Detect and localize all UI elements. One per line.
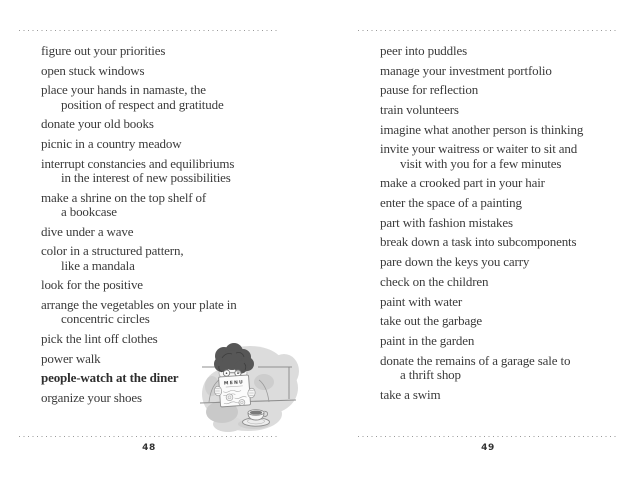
list-item [41, 225, 279, 239]
list-item [380, 334, 618, 348]
list-item [380, 235, 618, 249]
list-item [41, 137, 279, 151]
list-item-continuation: visit with you for a few minutes [400, 155, 562, 171]
list-item [380, 314, 618, 328]
list-item [380, 176, 618, 190]
eye-right [237, 372, 239, 374]
list-item-continuation: position of respect and gratitude [61, 96, 224, 112]
list-item [380, 216, 618, 230]
list-item [380, 103, 618, 117]
list-item-text: organize your shoes [41, 390, 142, 406]
menu-title: MENU [223, 380, 245, 387]
list-item-text: pick the lint off clothes [41, 331, 158, 347]
list-item-text: dive under a wave [41, 223, 134, 239]
list-item [41, 117, 279, 131]
list-item-text: manage your investment portfolio [380, 62, 552, 78]
list-item-text: power walk [41, 350, 101, 366]
list-item-text: check on the children [380, 273, 489, 289]
list-item [380, 354, 618, 383]
list-item-text: pare down the keys you carry [380, 254, 530, 270]
list-item-text: look for the positive [41, 277, 143, 293]
menu-plate-doodle-1 [226, 394, 233, 401]
bottom-dotted-rule [19, 436, 279, 438]
list-item-text: interrupt constancies and equilibriums [41, 155, 235, 171]
menu-card [219, 375, 251, 407]
book-page-right [358, 30, 618, 470]
list-item [41, 64, 279, 78]
list-item-text: make a shrine on the top shelf of [41, 189, 207, 205]
list-item-text: people-watch at the diner [41, 370, 179, 386]
list-item [380, 196, 618, 210]
list-item-text: enter the space of a painting [380, 195, 522, 211]
page-number-left: 48 [142, 443, 156, 453]
book-page-left [19, 30, 279, 470]
list-item [41, 298, 279, 327]
list-item-text: arrange the vegetables on your plate in [41, 297, 237, 313]
list-item-text: imagine what another person is thinking [380, 121, 584, 137]
list-item-continuation: concentric circles [61, 311, 150, 327]
list-item-text: place your hands in namaste, the [41, 82, 206, 98]
list-item-text: paint in the garden [380, 332, 475, 348]
coffee [250, 411, 262, 415]
list-item-continuation: a thrift shop [400, 366, 461, 382]
list-item [380, 64, 618, 78]
list-item-text: part with fashion mistakes [380, 214, 513, 230]
list-item [41, 278, 279, 292]
list-item [380, 275, 618, 289]
menu-plate-doodle-2 [239, 399, 245, 405]
page-number-right: 49 [481, 443, 495, 453]
list-item-text: donate the remains of a garage sale to [380, 352, 571, 368]
list-item-text: donate your old books [41, 116, 154, 132]
list-item [380, 388, 618, 402]
list-item-text: make a crooked part in your hair [380, 175, 545, 191]
list-item [380, 255, 618, 269]
list-item-text: peer into puddles [380, 43, 467, 58]
bottom-dotted-rule [358, 436, 618, 438]
list-item [380, 83, 618, 97]
list-item-text: paint with water [380, 293, 463, 309]
list-item-continuation: a bookcase [61, 204, 117, 220]
list-item [41, 191, 279, 220]
list-item-text: color in a structured pattern, [41, 243, 184, 259]
list-item-text: pause for reflection [380, 82, 479, 98]
list-item [380, 44, 618, 58]
list-item-text: take a swim [380, 386, 441, 402]
list-item [380, 295, 618, 309]
activity-list-right [358, 30, 618, 407]
list-item-text: open stuck windows [41, 62, 145, 78]
list-item-text: break down a task into subcomponents [380, 234, 577, 250]
list-item-continuation: like a mandala [61, 257, 135, 273]
list-item-text: train volunteers [380, 102, 459, 118]
diner-menu-illustration [198, 336, 302, 436]
list-item [41, 83, 279, 112]
list-item-continuation: in the interest of new possibilities [61, 170, 231, 186]
list-item [41, 157, 279, 186]
list-item-text: picnic in a country meadow [41, 136, 182, 152]
list-item [380, 123, 618, 137]
list-item [41, 44, 279, 58]
list-item-text: take out the garbage [380, 313, 483, 329]
list-item-text: invite your waitress or waiter to sit and [380, 141, 578, 157]
list-item [41, 244, 279, 273]
list-item [380, 142, 618, 171]
list-item-text: figure out your priorities [41, 43, 166, 58]
eye-left [226, 372, 228, 374]
